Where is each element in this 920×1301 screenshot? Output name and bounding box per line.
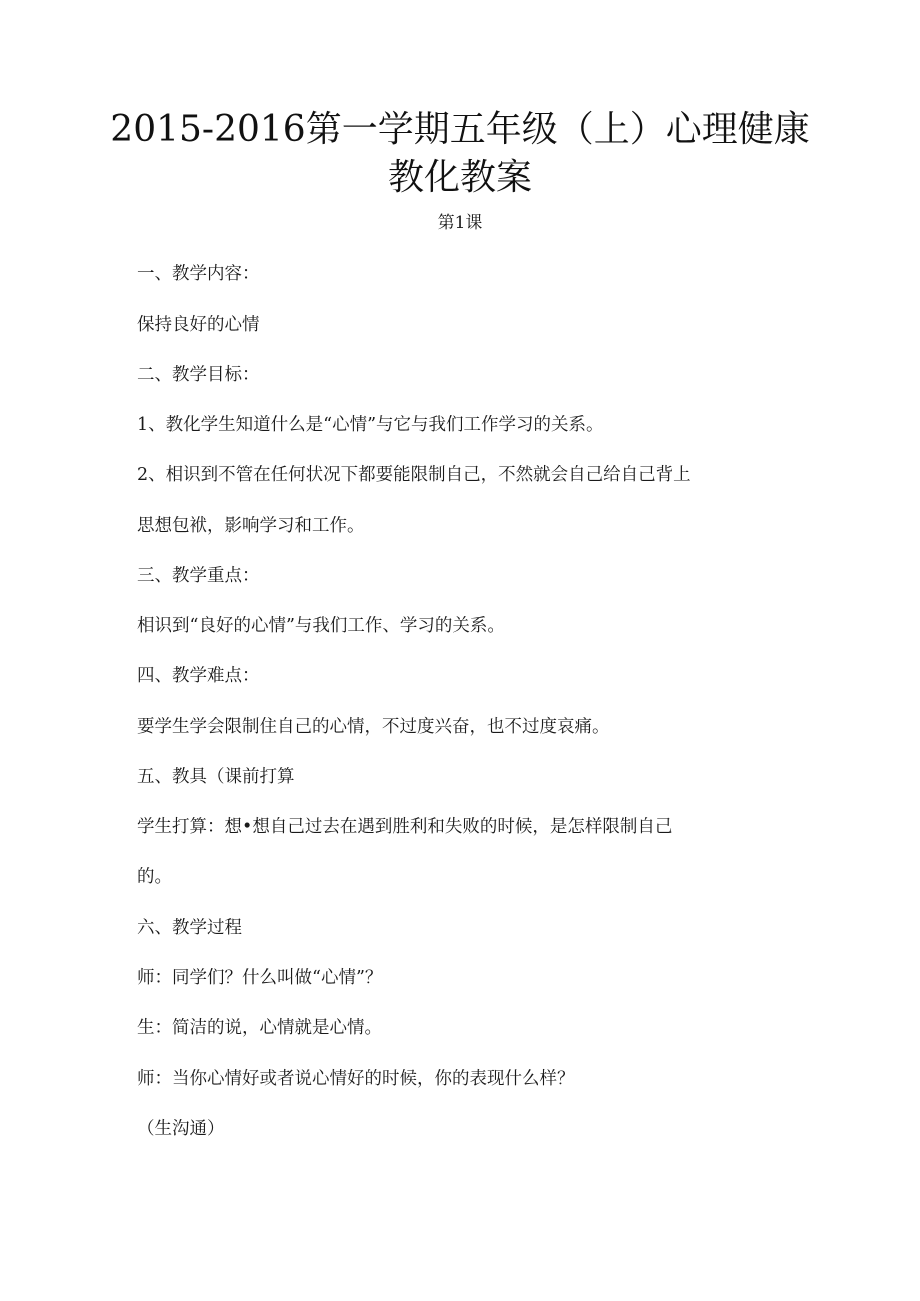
dialogue-line-3: 师：当你心情好或者说心情好的时候，你的表现什么样？ (137, 1069, 575, 1089)
section-heading-difficulties: 四、教学难点： (137, 666, 260, 686)
paragraph-goal-2: 2、相识到不管在任何状况下都要能限制自己，不然就会自己给自己背上 (137, 465, 691, 485)
section-heading-materials: 五、教具（课前打算 (137, 767, 295, 787)
section-heading-goals: 二、教学目标： (137, 365, 260, 385)
paragraph-content: 保持良好的心情 (137, 315, 260, 335)
dialogue-line-1: 师：同学们？什么叫做“心情”？ (137, 968, 383, 988)
document-title-line-2: 教化教案 (387, 157, 532, 198)
paragraph-preparation: 学生打算：想•想自己过去在遇到胜利和失败的时候，是怎样限制自己 (137, 817, 673, 837)
section-heading-process: 六、教学过程 (137, 918, 242, 938)
paragraph-goal-1: 1、教化学生知道什么是“心情”与它与我们工作学习的关系。 (137, 415, 604, 435)
dialogue-line-2: 生：简洁的说，心情就是心情。 (137, 1018, 382, 1038)
document-title-line-1: 2015-2016第一学期五年级（上）心理健康 (110, 109, 810, 150)
dialogue-line-4: （生沟通） (137, 1119, 225, 1139)
lesson-number: 第1课 (437, 213, 483, 233)
paragraph-key-points: 相识到“良好的心情”与我们工作、学习的关系。 (137, 616, 505, 636)
paragraph-goal-2-cont: 思想包袱，影响学习和工作。 (137, 516, 365, 536)
paragraph-difficulties: 要学生学会限制住自己的心情，不过度兴奋，也不过度哀痛。 (137, 717, 610, 737)
section-heading-content: 一、教学内容： (137, 264, 260, 284)
section-heading-key-points: 三、教学重点： (137, 566, 260, 586)
paragraph-preparation-cont: 的。 (137, 867, 172, 887)
